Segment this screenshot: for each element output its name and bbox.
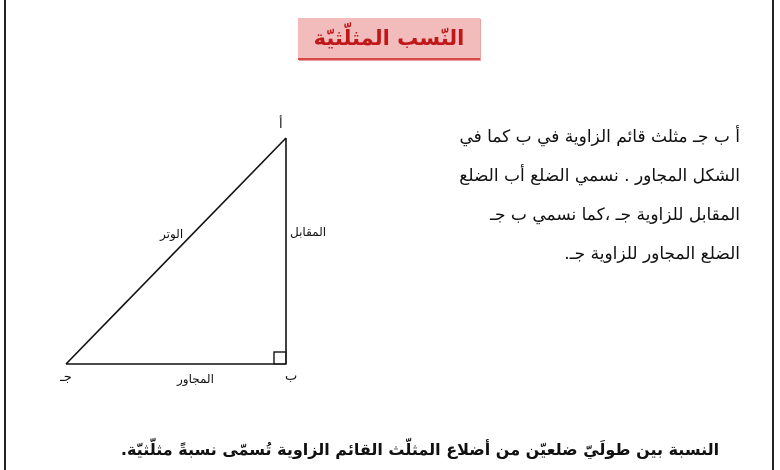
section-title: النّسب المثلّثيّة — [313, 26, 465, 50]
vertex-a-label: أ — [279, 117, 283, 132]
paragraph-line-3: المقابل للزاوية جـ ،كما نسمي ب جـ — [490, 205, 740, 225]
adjacent-side-label: المجاور — [177, 372, 214, 386]
opposite-side-label: المقابل — [290, 225, 327, 239]
paragraph-line-2: الشكل المجاور . نسمي الضلع أب الضلع — [459, 166, 740, 186]
hypotenuse-label: الوتر — [160, 227, 184, 241]
vertex-b-label: ب — [285, 369, 298, 384]
paragraph-line-4: الضلع المجاور للزاوية جـ. — [564, 244, 740, 264]
right-angle-marker — [274, 352, 286, 364]
vertex-c-label: جـ — [60, 370, 72, 385]
side-ac-hypotenuse — [66, 138, 286, 364]
paragraph-line-1: أ ب جـ مثلث قائم الزاوية في ب كما في — [459, 127, 740, 147]
definition-footer: النسبة بين طولَيّ ضلعيّن من أضلاع المثلّث القائم الزاوية تُسمّى نسبةً مثلّثيّة. — [120, 440, 720, 459]
